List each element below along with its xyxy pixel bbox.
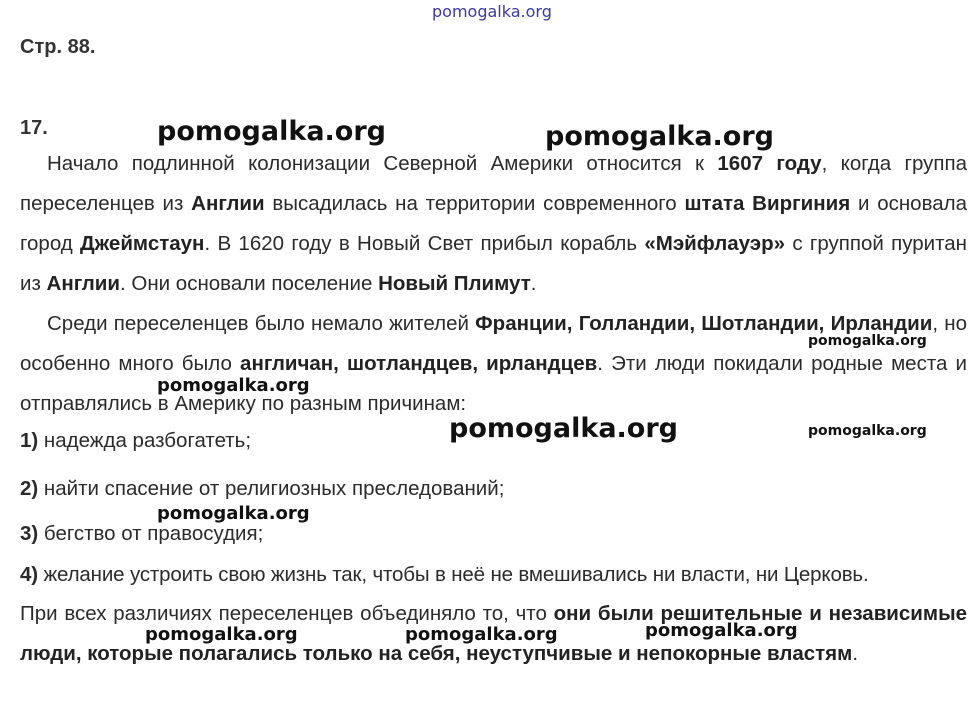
page-label: Стр. 88. [20, 36, 96, 58]
text-span: Среди переселенцев было немало жителей [47, 312, 476, 335]
text-span: . [530, 272, 537, 295]
bold-jamestown: Джеймстаун [80, 232, 205, 255]
bold-new-plymouth: Новый Плимут [378, 272, 531, 295]
text-span: . [852, 642, 859, 665]
watermark-medium: pomogalka.org [157, 503, 310, 524]
watermark-small: pomogalka.org [808, 333, 927, 349]
watermark-medium: pomogalka.org [145, 624, 298, 645]
bold-england-2: Англии [46, 272, 120, 295]
reason-number: 4) [20, 563, 38, 586]
paragraph-settlers [20, 304, 967, 424]
text-span: и основала город [20, 192, 968, 255]
text-span: При всех различиях переселенцев объединяло то, что [20, 602, 554, 625]
text-span: с группой пуритан из [20, 232, 967, 295]
watermark-medium: pomogalka.org [405, 624, 558, 645]
text-span: , но особенно много было [20, 312, 967, 375]
watermark-medium: pomogalka.org [157, 375, 310, 396]
reason-text: надежда разбогатеть; [38, 429, 252, 452]
reason-number: 1) [20, 429, 39, 452]
reason-text: найти спасение от религиозных преследований; [38, 477, 505, 500]
reason-number: 2) [20, 477, 39, 500]
task-number: 17. [20, 117, 48, 139]
bold-virginia: штата Виргиния [684, 192, 851, 215]
bold-nationalities: англичан, шотландцев, ирландцев [240, 352, 598, 375]
bold-countries: Франции, Голландии, Шотландии, Ирландии [475, 312, 933, 335]
paragraph-colonization [20, 144, 967, 304]
text-span: Начало подлинной колонизации Северной Америки относится к [47, 152, 718, 175]
watermark-large: pomogalka.org [157, 116, 386, 147]
watermark-top: pomogalka.org [432, 2, 552, 21]
text-span: , когда группа переселенцев из [20, 152, 968, 215]
reason-item-4 [20, 555, 967, 595]
bold-year: 1607 году [717, 152, 822, 175]
bold-england: Англии [191, 192, 265, 215]
watermark-large: pomogalka.org [449, 413, 678, 444]
watermark-small: pomogalka.org [808, 423, 927, 439]
text-span: высадилась на территории современного [264, 192, 685, 215]
text-span: . В 1620 году в Новый Свет прибыл корабль [204, 232, 645, 255]
bold-conclusion: они были решительные и независимые люди, которые полагались только на себя, неуступчивые и непокорные властям [20, 602, 967, 665]
text-span: . Они основали поселение [120, 272, 379, 295]
reason-text: бегство от правосудия; [38, 522, 264, 545]
watermark-medium: pomogalka.org [645, 620, 798, 641]
reason-number: 3) [20, 522, 39, 545]
reason-text: желание устроить свою жизнь так, чтобы в неё не вмешивались ни власти, ни Церковь. [37, 563, 869, 586]
watermark-large: pomogalka.org [545, 121, 774, 152]
bold-mayflower: «Мэйфлауэр» [644, 232, 786, 255]
text-span: . Эти люди покидали родные места и отправлялись в Америку по разным причинам: [20, 352, 967, 415]
